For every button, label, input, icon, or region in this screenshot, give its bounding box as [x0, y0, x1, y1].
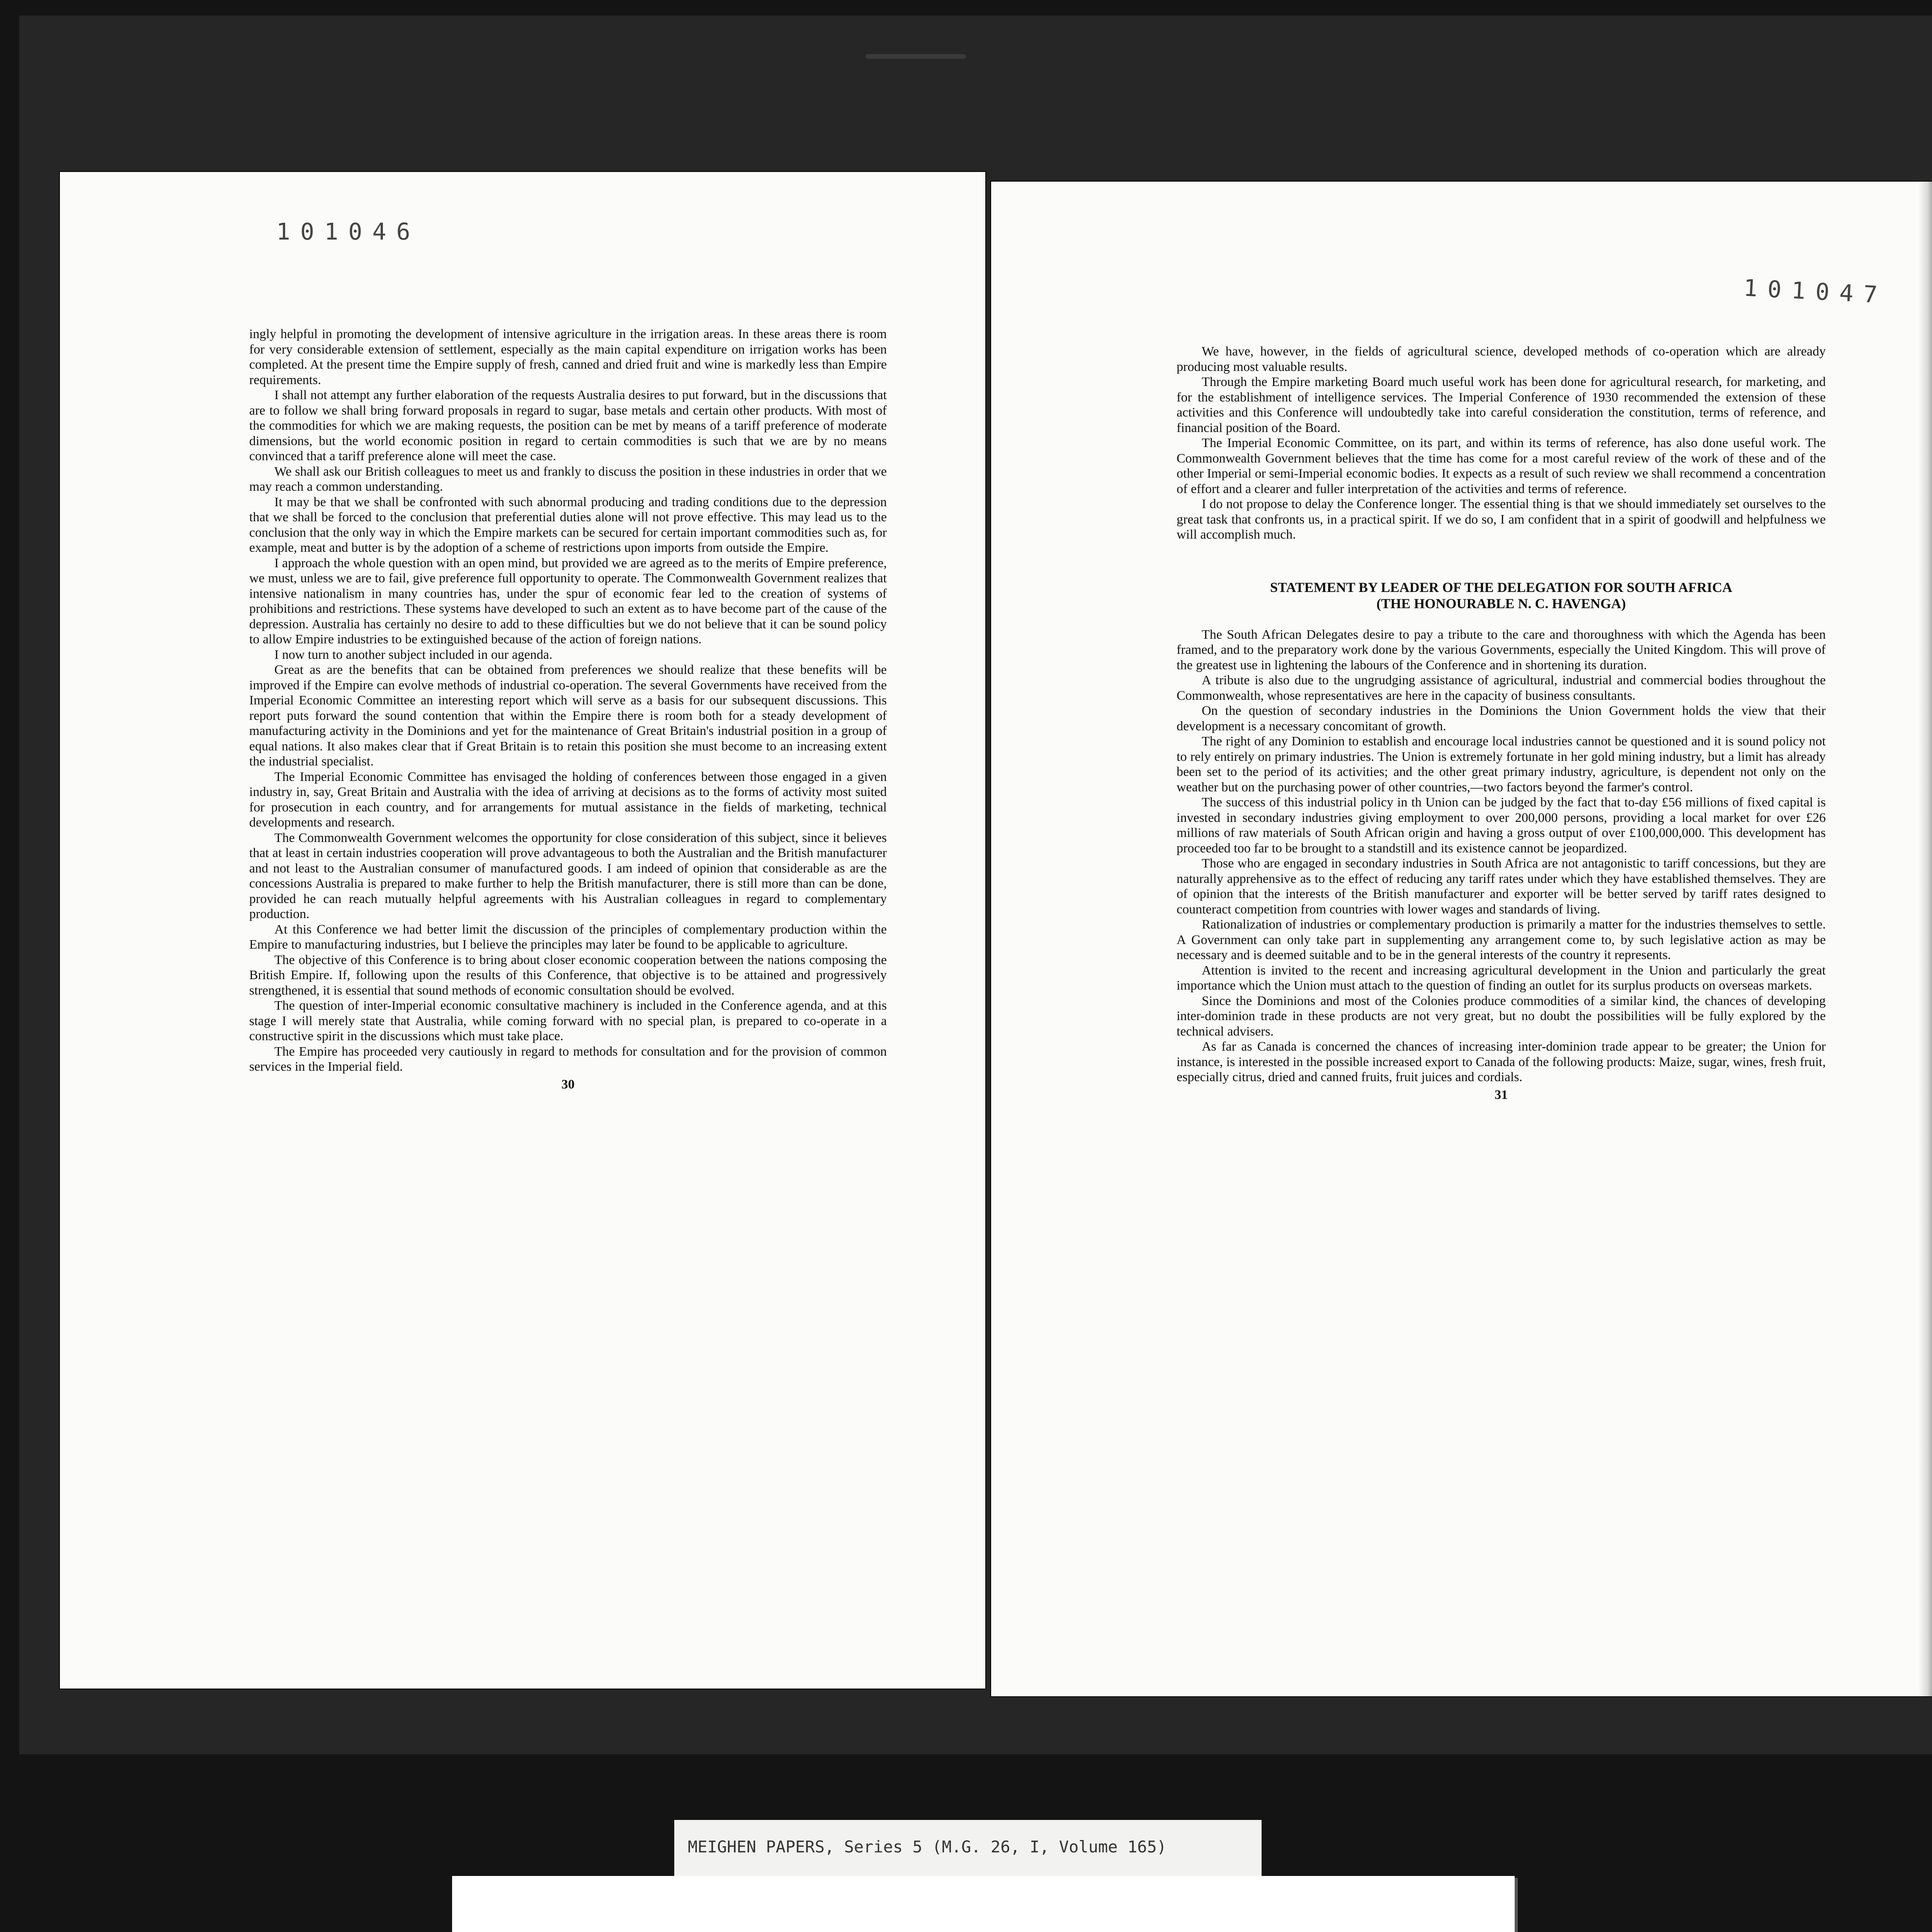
left-paragraph: The Commonwealth Government welcomes the opportunity for close consideration of this subject, since it believes that at least in certain industries cooperation will prove advantageous to both the Australian and the British manufacturer and not least to the Australian consumer of manufactured goods. I am indeed of opinion that considerable as are the concessions Australia is prepared to make further to help the British manufacturer, there is still more than can be done, provided he can reach mutually helpful agreements with his Australian colleagues in regard to complementary production. — [249, 830, 887, 921]
left-paragraph: The Imperial Economic Committee has envisaged the holding of conferences between those engaged in a given industry in, say, Great Britain and Australia with the idea of arriving at decisions as to the forms of activity most suited for prosecution in each country, and for arrangements for mutual assistance in the fields of marketing, technical developments and research. — [249, 769, 887, 830]
right-paragraph: A tribute is also due to the ungrudging assistance of agricultural, industrial and commercial bodies throughout the Commonwealth, whose representatives are here in the capacity of business consultants. — [1177, 673, 1826, 703]
right-paragraph: We have, however, in the fields of agricultural science, developed methods of co-operation which are already producing most valuable results. — [1177, 344, 1826, 374]
section-heading-title: STATEMENT BY LEADER OF THE DELEGATION FOR SOUTH AFRICA — [1270, 579, 1733, 595]
right-paragraph: The South African Delegates desire to pay a tribute to the care and thoroughness with which the Agenda has been framed, and to the preparatory work done by the various Governments, especially the United Kingdom. This will prove of the greatest use in lightening the labours of the Conference and in shortening its duration. — [1177, 627, 1826, 672]
right-paragraph: The success of this industrial policy in th Union can be judged by the fact that to-day £56 millions of fixed capital is invested in secondary industries giving employment to over 200,000 persons, providing a local market for over £26 millions of raw materials of South African origin and having a gross output of over £100,000,000. This development has proceeded too far to be brought to a standstill and its existence cannot be jeopardized. — [1177, 795, 1826, 855]
archives-card — [452, 1876, 1515, 1932]
left-paragraph: ingly helpful in promoting the development of intensive agriculture in the irrigation areas. In these areas there is room for very considerable extension of settlement, especially as the main capital expenditure on irrigation works has been completed. At the present time the Empire supply of fresh, canned and dried fruit and wine is markedly less than Empire requirements. — [249, 327, 887, 387]
collection-reference-text: MEIGHEN PAPERS, Series 5 (M.G. 26, I, Volume 165) — [688, 1837, 1167, 1856]
left-paragraph: At this Conference we had better limit the discussion of the principles of complementary production within the Empire to manufacturing industries, but I believe the principles may later be found to be applicable to agriculture. — [249, 922, 887, 952]
left-page-stamp: 101046 — [276, 218, 420, 245]
right-paragraph: Rationalization of industries or complementary production is primarily a matter for the industries themselves to settle. A Government can only take part in supplementing any arrangement come to, by such legislative action as may be necessary and is deemed suitable and to be in the general interests of the country it represents. — [1177, 917, 1826, 962]
right-paragraph: The Imperial Economic Committee, on its part, and within its terms of reference, has also done useful work. The Commonwealth Government believes that the time has come for a most careful review of the work of these and of the other Imperial or semi-Imperial economic bodies. It expects as a result of such review we shall recommend a concentration of effort and a clearer and fuller interpretation of the activities and terms of reference. — [1177, 436, 1826, 496]
right-paragraph: Attention is invited to the recent and increasing agricultural development in the Union and particularly the great importance which the Union must attach to the question of finding an outlet for its surplus products on overseas markets. — [1177, 963, 1826, 993]
right-paragraph: As far as Canada is concerned the chances of increasing inter-dominion trade appear to be greater; the Union for instance, is interested in the possible increased export to Canada of the following products: Maize, sugar, wines, fresh fruit, especially citrus, dried and canned fruits, fruit juices and cordials. — [1177, 1039, 1826, 1084]
left-paragraph: I shall not attempt any further elaboration of the requests Australia desires to put forward, but in the discussions that are to follow we shall bring forward proposals in regard to sugar, base metals and certain other products. With most of the commodities for which we are making requests, the position can be met by means of a tariff preference of moderate dimensions, but the world economic position in regard to certain commodities is such that we are by no means convinced that a tariff preference alone will meet the case. — [249, 388, 887, 463]
page-edge-shadow — [1918, 182, 1932, 1696]
left-paragraph: The Empire has proceeded very cautiously in regard to methods for consultation and for the provision of common services in the Imperial field. — [249, 1044, 887, 1074]
film-mark — [866, 54, 966, 59]
left-paragraph: It may be that we shall be confronted with such abnormal producing and trading conditions due to the depression that we shall be forced to the conclusion that preferential duties alone will not prove effective. This may lead us to the conclusion that the only way in which the Empire markets can be secured for certain important commodities such as, for example, meat and butter is by the adoption of a scheme of restrictions upon imports from outside the Empire. — [249, 495, 887, 555]
right-page-number: 31 — [1495, 1087, 1508, 1102]
card-edge-shadow — [1515, 1878, 1518, 1932]
left-paragraph: We shall ask our British colleagues to meet us and frankly to discuss the position in these industries in order that we may reach a common understanding. — [249, 464, 887, 494]
right-paragraph: I do not propose to delay the Conference longer. The essential thing is that we should immediately set ourselves to the great task that confronts us, in a practical spirit. If we do so, I am confident that in a spirit of goodwill and helpfulness we will accomplish much. — [1177, 497, 1826, 542]
right-page-stamp: 101047 — [1743, 274, 1888, 309]
left-paragraph: I now turn to another subject included in our agenda. — [274, 647, 553, 662]
left-page-text — [249, 327, 887, 1092]
right-page — [991, 182, 1932, 1696]
left-paragraph: The objective of this Conference is to bring about closer economic cooperation between the nations composing the British Empire. If, following upon the results of this Conference, that objective is to be attained and progressively strengthened, it is essential that sound methods of economic consultation should be evolved. — [249, 952, 887, 998]
section-heading-subtitle: (THE HONOURABLE N. C. HAVENGA) — [1376, 595, 1626, 611]
section-heading — [1177, 579, 1826, 612]
right-paragraph: The right of any Dominion to establish and encourage local industries cannot be questioned and it is sound policy not to rely entirely on primary industries. The Union is extremely fortunate in her gold mining industry, but a limit has already been set to the period of its activities; and the other great primary industry, agriculture, is dependent not only on the weather but on the purchasing power of other countries,—two factors beyond the farmer's control. — [1177, 734, 1826, 794]
right-paragraph: Through the Empire marketing Board much useful work has been done for agricultural research, for marketing, and for the establishment of intelligence services. The Imperial Conference of 1930 recommended the extension of these activities and this Conference will undoubtedly take into careful consideration the constitution, terms of reference, and financial position of the Board. — [1177, 375, 1826, 435]
left-page — [60, 172, 985, 1689]
left-paragraph: Great as are the benefits that can be obtained from preferences we should realize that these benefits will be improved if the Empire can evolve methods of industrial co-operation. The several Governments have received from the Imperial Economic Committee an interesting report which will serve as a basis for our subsequent discussions. This report puts forward the sound contention that within the Empire there is room both for a steady development of manufacturing activity in the Dominions and yet for the maintenance of Great Britain's industrial position in a group of equal nations. It also makes clear that if Great Britain is to retain this position she must become to an increasing extent the industrial specialist. — [249, 663, 887, 769]
right-page-text — [1177, 344, 1826, 1102]
right-paragraph: On the question of secondary industries in the Dominions the Union Government holds the view that their development is a necessary concomitant of growth. — [1177, 704, 1826, 733]
left-paragraph: The question of inter-Imperial economic consultative machinery is included in the Conference agenda, and at this stage I will merely state that Australia, while coming forward with no special plan, is prepared to co-operate in a constructive spirit in the discussions which must take place. — [249, 998, 887, 1043]
left-paragraph: I approach the whole question with an open mind, but provided we are agreed as to the merits of Empire preference, we must, unless we are to fail, give preference full opportunity to operate. The Commonwealth Government realizes that intensive nationalism in many countries has, under the spur of economic fear led to the creation of systems of prohibitions and restrictions. These systems have developed to such an extent as to have become part of the cause of the depression. Australia has certainly no desire to add to these difficulties but we do not believe that it can be sound policy to allow Empire industries to be extinguished because of the action of foreign nations. — [249, 556, 887, 646]
right-paragraph: Those who are engaged in secondary industries in South Africa are not antagonistic to tariff concessions, but they are naturally apprehensive as to the effect of reducing any tariff rates under which they have established themselves. They are of opinion that the interests of the British manufacturer and exporter will be better served by tariff rates designed to counteract competition from countries with lower wages and standards of living. — [1177, 856, 1826, 917]
left-page-number: 30 — [561, 1077, 575, 1092]
right-paragraph: Since the Dominions and most of the Colonies produce commodities of a similar kind, the chances of developing inter-dominion trade in these products are not very great, but no doubt the possibilities will be fully explored by the technical advisers. — [1177, 993, 1826, 1039]
